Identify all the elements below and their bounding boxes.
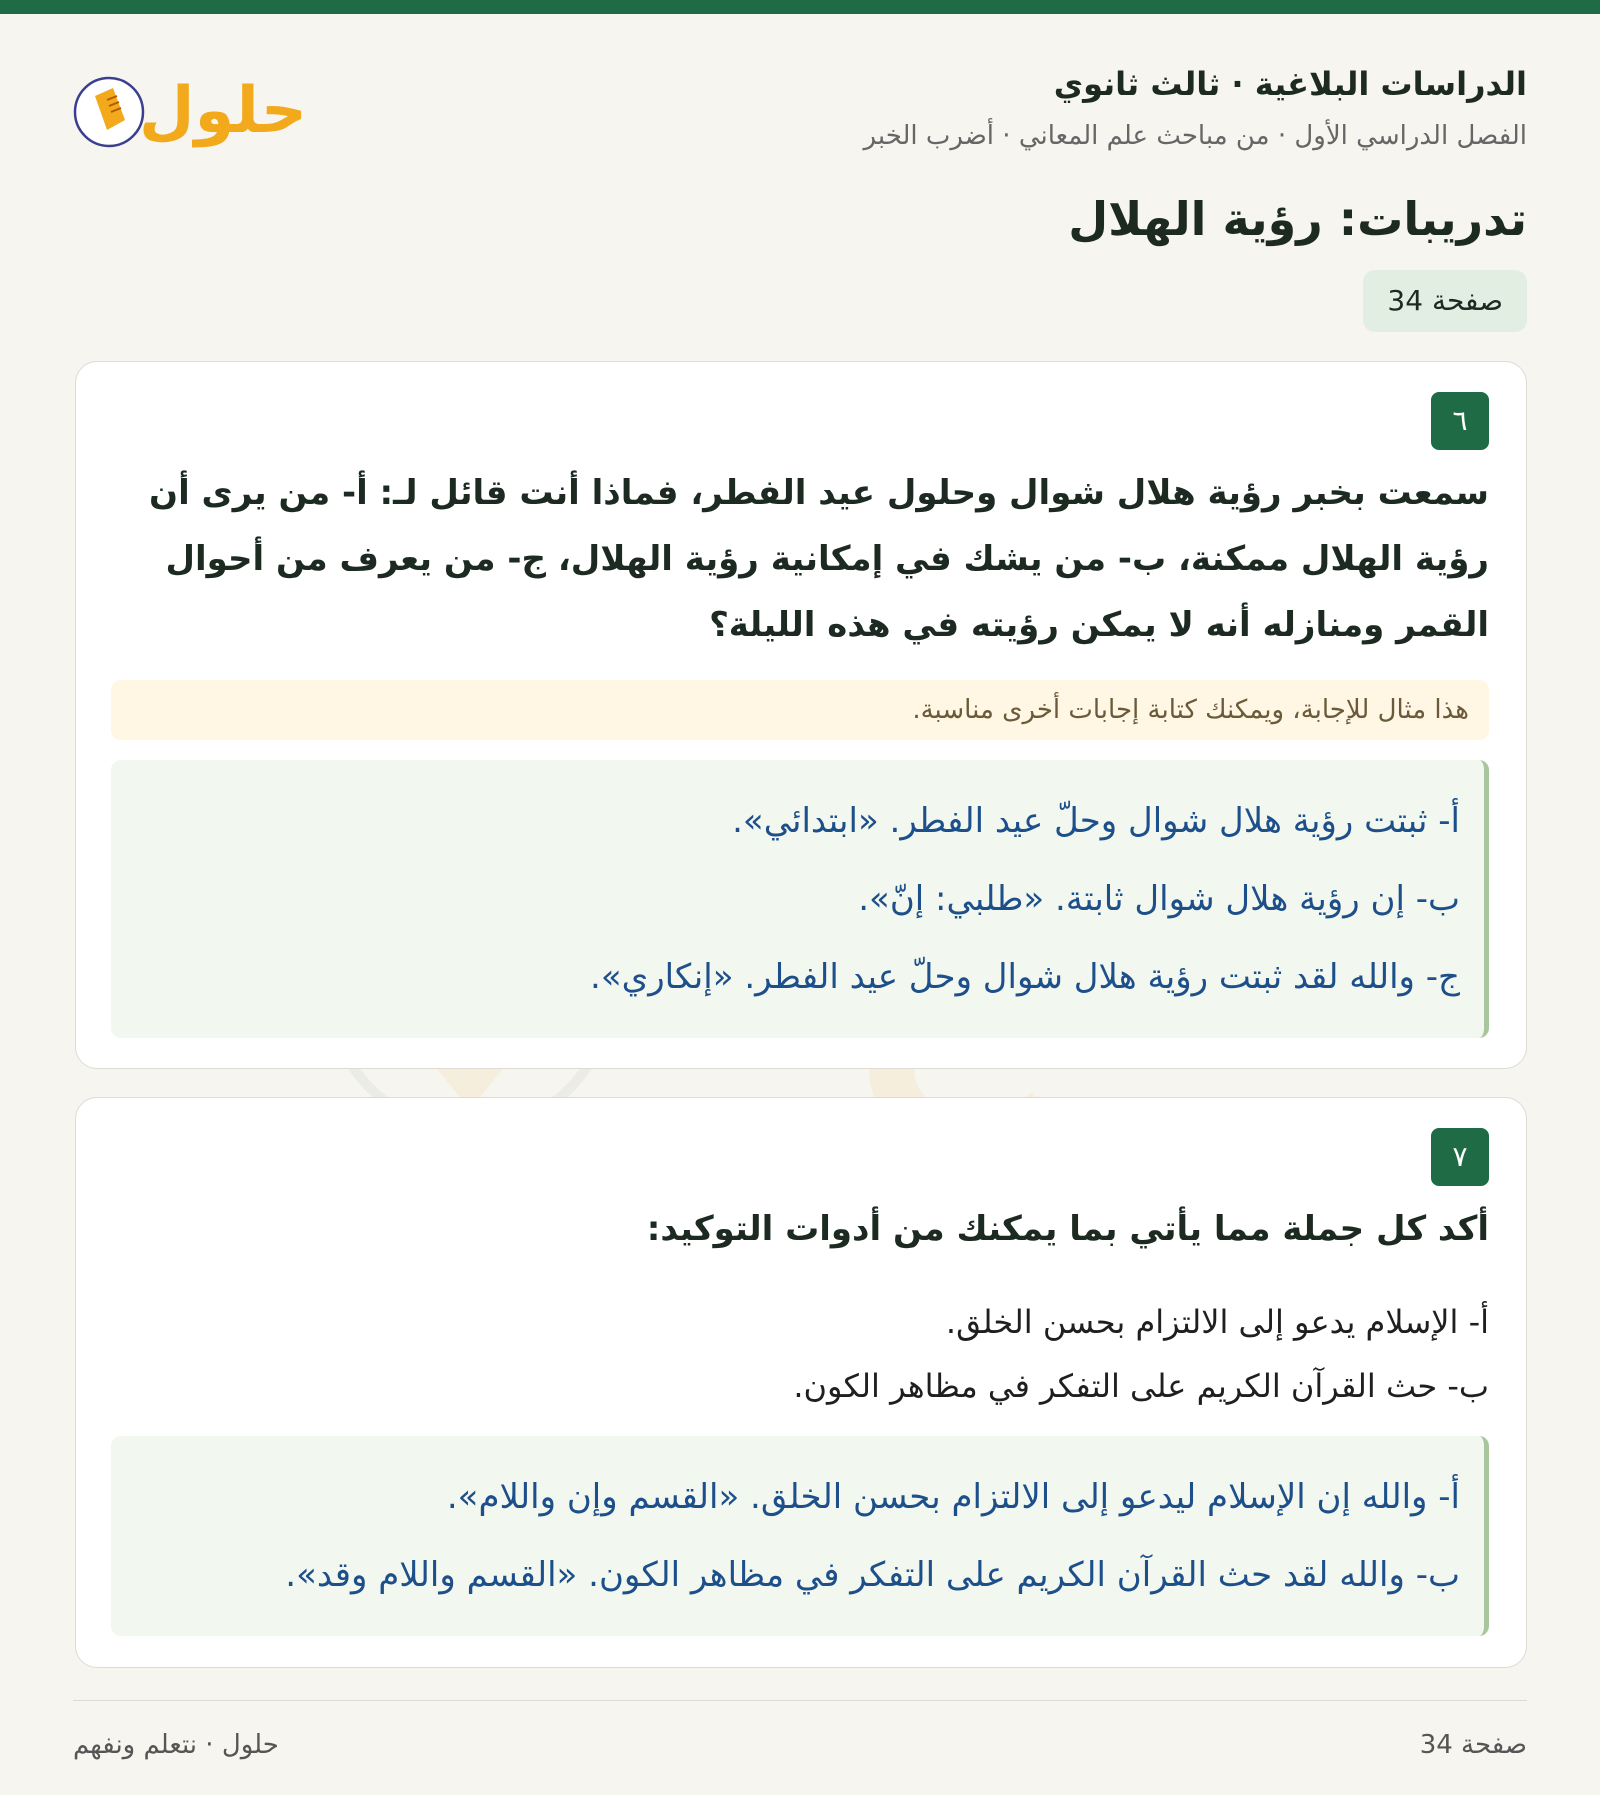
footer-page-number: صفحة 34 <box>1419 1730 1527 1760</box>
logo-text: حلول <box>139 74 303 148</box>
footer-divider <box>73 1700 1527 1701</box>
question-card-7 <box>75 1097 1527 1668</box>
exercise-item: أ- الإسلام يدعو إلى الالتزام بحسن الخلق. <box>945 1303 1489 1341</box>
answer-line: أ- والله إن الإسلام ليدعو إلى الالتزام بحسن الخلق. «القسم وإن واللام». <box>446 1477 1460 1517</box>
question-number: ٦ <box>1431 392 1489 450</box>
exercise-item: ب- حث القرآن الكريم على التفكر في مظاهر الكون. <box>793 1367 1489 1405</box>
question-text: سمعت بخبر رؤية هلال شوال وحلول عيد الفطر، فماذا أنت قائل لـ: أ- من يرى أن رؤية الهلال ممكنة، ب- من يشك في إمكانية رؤية الهلال، ج- من يعرف من أحوال القمر ومنازله أنه لا يمكن رؤيته في هذه الليلة؟ <box>149 473 1489 645</box>
question-text: أكد كل جملة مما يأتي بما يمكنك من أدوات التوكيد: <box>646 1209 1489 1249</box>
course-title: الدراسات البلاغية · ثالث ثانوي <box>1053 65 1527 103</box>
question-number: ٧ <box>1431 1128 1489 1186</box>
answer-line: أ- ثبتت رؤية هلال شوال وحلّ عيد الفطر. «ابتدائي». <box>732 801 1460 841</box>
answer-note: هذا مثال للإجابة، ويمكنك كتابة إجابات أخرى مناسبة. <box>111 680 1489 740</box>
page-title: تدريبات: رؤية الهلال <box>1068 192 1527 246</box>
breadcrumb: الفصل الدراسي الأول · من مباحث علم المعاني · أضرب الخبر <box>863 121 1527 151</box>
question-card-6 <box>75 361 1527 1069</box>
top-accent-bar <box>0 0 1600 14</box>
answer-line: ب- إن رؤية هلال شوال ثابتة. «طلبي: إنّ». <box>858 879 1460 919</box>
answer-line: ج- والله لقد ثبتت رؤية هلال شوال وحلّ عيد الفطر. «إنكاري». <box>590 957 1460 997</box>
answer-box <box>111 760 1489 1038</box>
page-header <box>73 60 1527 170</box>
answer-box <box>111 1436 1489 1636</box>
book-icon <box>73 60 303 160</box>
answer-line: ب- والله لقد حث القرآن الكريم على التفكر في مظاهر الكون. «القسم واللام وقد». <box>285 1555 1460 1595</box>
header-titles <box>864 60 1527 154</box>
footer-brand: حلول · نتعلم ونفهم <box>73 1730 279 1760</box>
page-number-badge: صفحة 34 <box>1363 270 1527 332</box>
site-logo[interactable] <box>73 60 303 160</box>
